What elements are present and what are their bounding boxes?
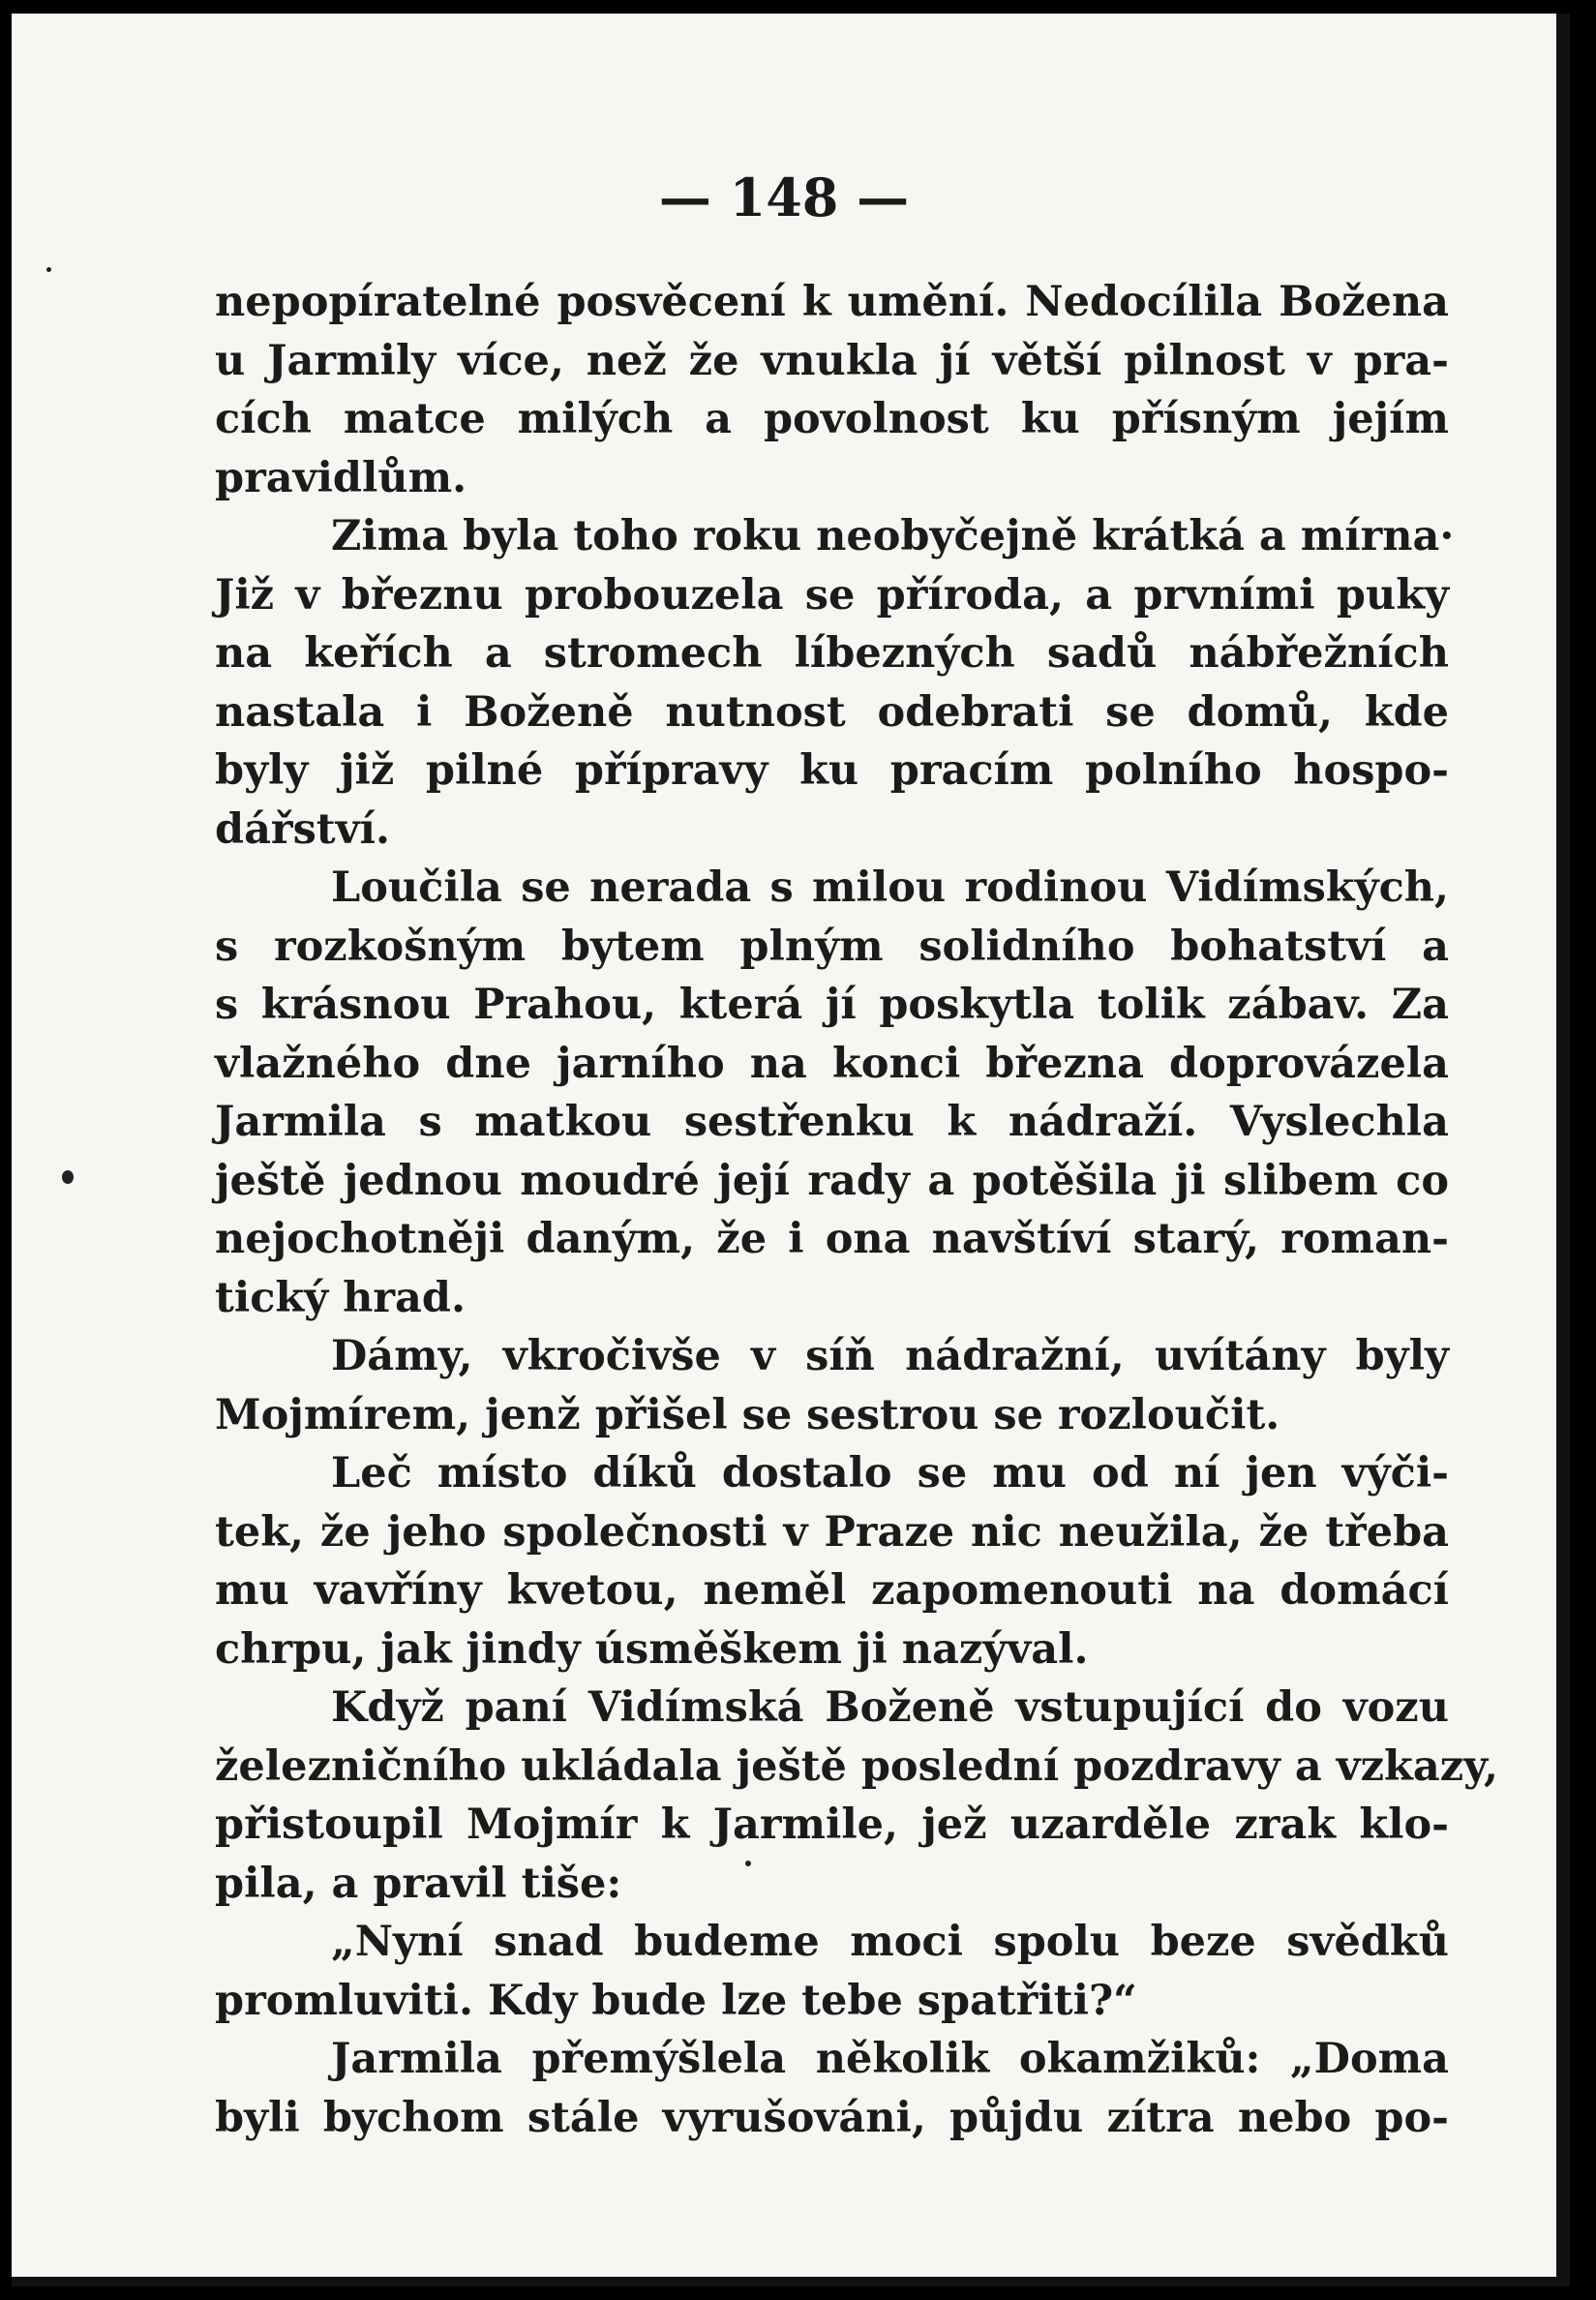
text-line: tický hrad. <box>215 1273 466 1322</box>
text-line: Mojmírem, jenž přišel se sestrou se rozloučit. <box>215 1390 1280 1439</box>
text-line: nejochotněji daným, že i ona navštíví starý, roman- <box>215 1215 1449 1263</box>
text-line: s rozkošným bytem plným solidního bohatství a <box>215 922 1449 971</box>
text-line: Když paní Vidímská Boženě vstupující do vozu <box>331 1683 1449 1732</box>
text-line: nepopíratelné posvěcení k umění. Nedocílila Božena <box>215 278 1449 326</box>
text-line: na keřích a stromech líbezných sadů nábřežních <box>215 629 1449 678</box>
text-line: mu vavříny kvetou, neměl zapomenouti na domácí <box>215 1566 1449 1615</box>
page-sheet <box>12 14 1570 2286</box>
text-line: chrpu, jak jindy úsměškem ji nazýval. <box>215 1624 1089 1674</box>
scan-speck <box>46 267 51 272</box>
text-line: Loučila se nerada s milou rodinou Vidímských, <box>331 863 1449 912</box>
body-text <box>215 273 1498 2147</box>
text-line: tek, že jeho společnosti v Praze nic neužila, že třeba <box>215 1507 1449 1557</box>
text-line: Již v březnu probouzela se příroda, a prvními puky <box>215 570 1449 620</box>
text-line: přistoupil Mojmír k Jarmile, jež uzarděle zrak klo- <box>215 1801 1449 1849</box>
text-line: Dámy, vkročivše v síň nádražní, uvítány byly <box>331 1332 1449 1380</box>
text-line: pila, a pravil tiše: <box>215 1859 622 1908</box>
text-line: ještě jednou moudré její rady a potěšila ji slibem co <box>215 1156 1449 1205</box>
text-line: byly již pilné přípravy ku pracím polního hospo- <box>215 746 1449 795</box>
text-line: vlažného dne jarního na konci března doprovázela <box>215 1039 1449 1088</box>
text-line: pravidlům. <box>215 453 467 502</box>
text-line: Leč místo díků dostalo se mu od ní jen výči- <box>331 1449 1449 1498</box>
text-line: „Nyní snad budeme moci spolu beze svědků <box>331 1918 1449 1966</box>
scan-speck <box>1558 154 1564 164</box>
text-line: nastala i Boženě nutnost odebrati se domů, kde <box>215 687 1449 737</box>
text-line: Zima byla toho roku neobyčejně krátká a mírna· <box>331 512 1455 560</box>
text-line: cích matce milých a povolnost ku přísným jejím <box>215 395 1449 443</box>
text-line: Jarmila přemýšlela několik okamžiků: „Doma <box>331 2035 1449 2083</box>
text-line: u Jarmily více, než že vnukla jí větší pilnost v pra- <box>215 336 1449 385</box>
text-line: železničního ukládala ještě poslední pozdravy a vzkazy, <box>215 1741 1498 1791</box>
text-line: byli bychom stále vyrušováni, půjdu zítra nebo po- <box>215 2093 1449 2142</box>
text-line: Jarmila s matkou sestřenku k nádraží. Vyslechla <box>215 1098 1449 1146</box>
text-line: dářství. <box>215 804 390 854</box>
scan-speck <box>62 1170 74 1184</box>
page-number: — 148 — <box>658 166 910 228</box>
text-line: s krásnou Prahou, která jí poskytla tolik zábav. Za <box>215 981 1449 1029</box>
text-line: promluviti. Kdy bude lze tebe spatřiti?“ <box>215 1976 1137 2025</box>
scan-speck <box>745 1861 751 1866</box>
